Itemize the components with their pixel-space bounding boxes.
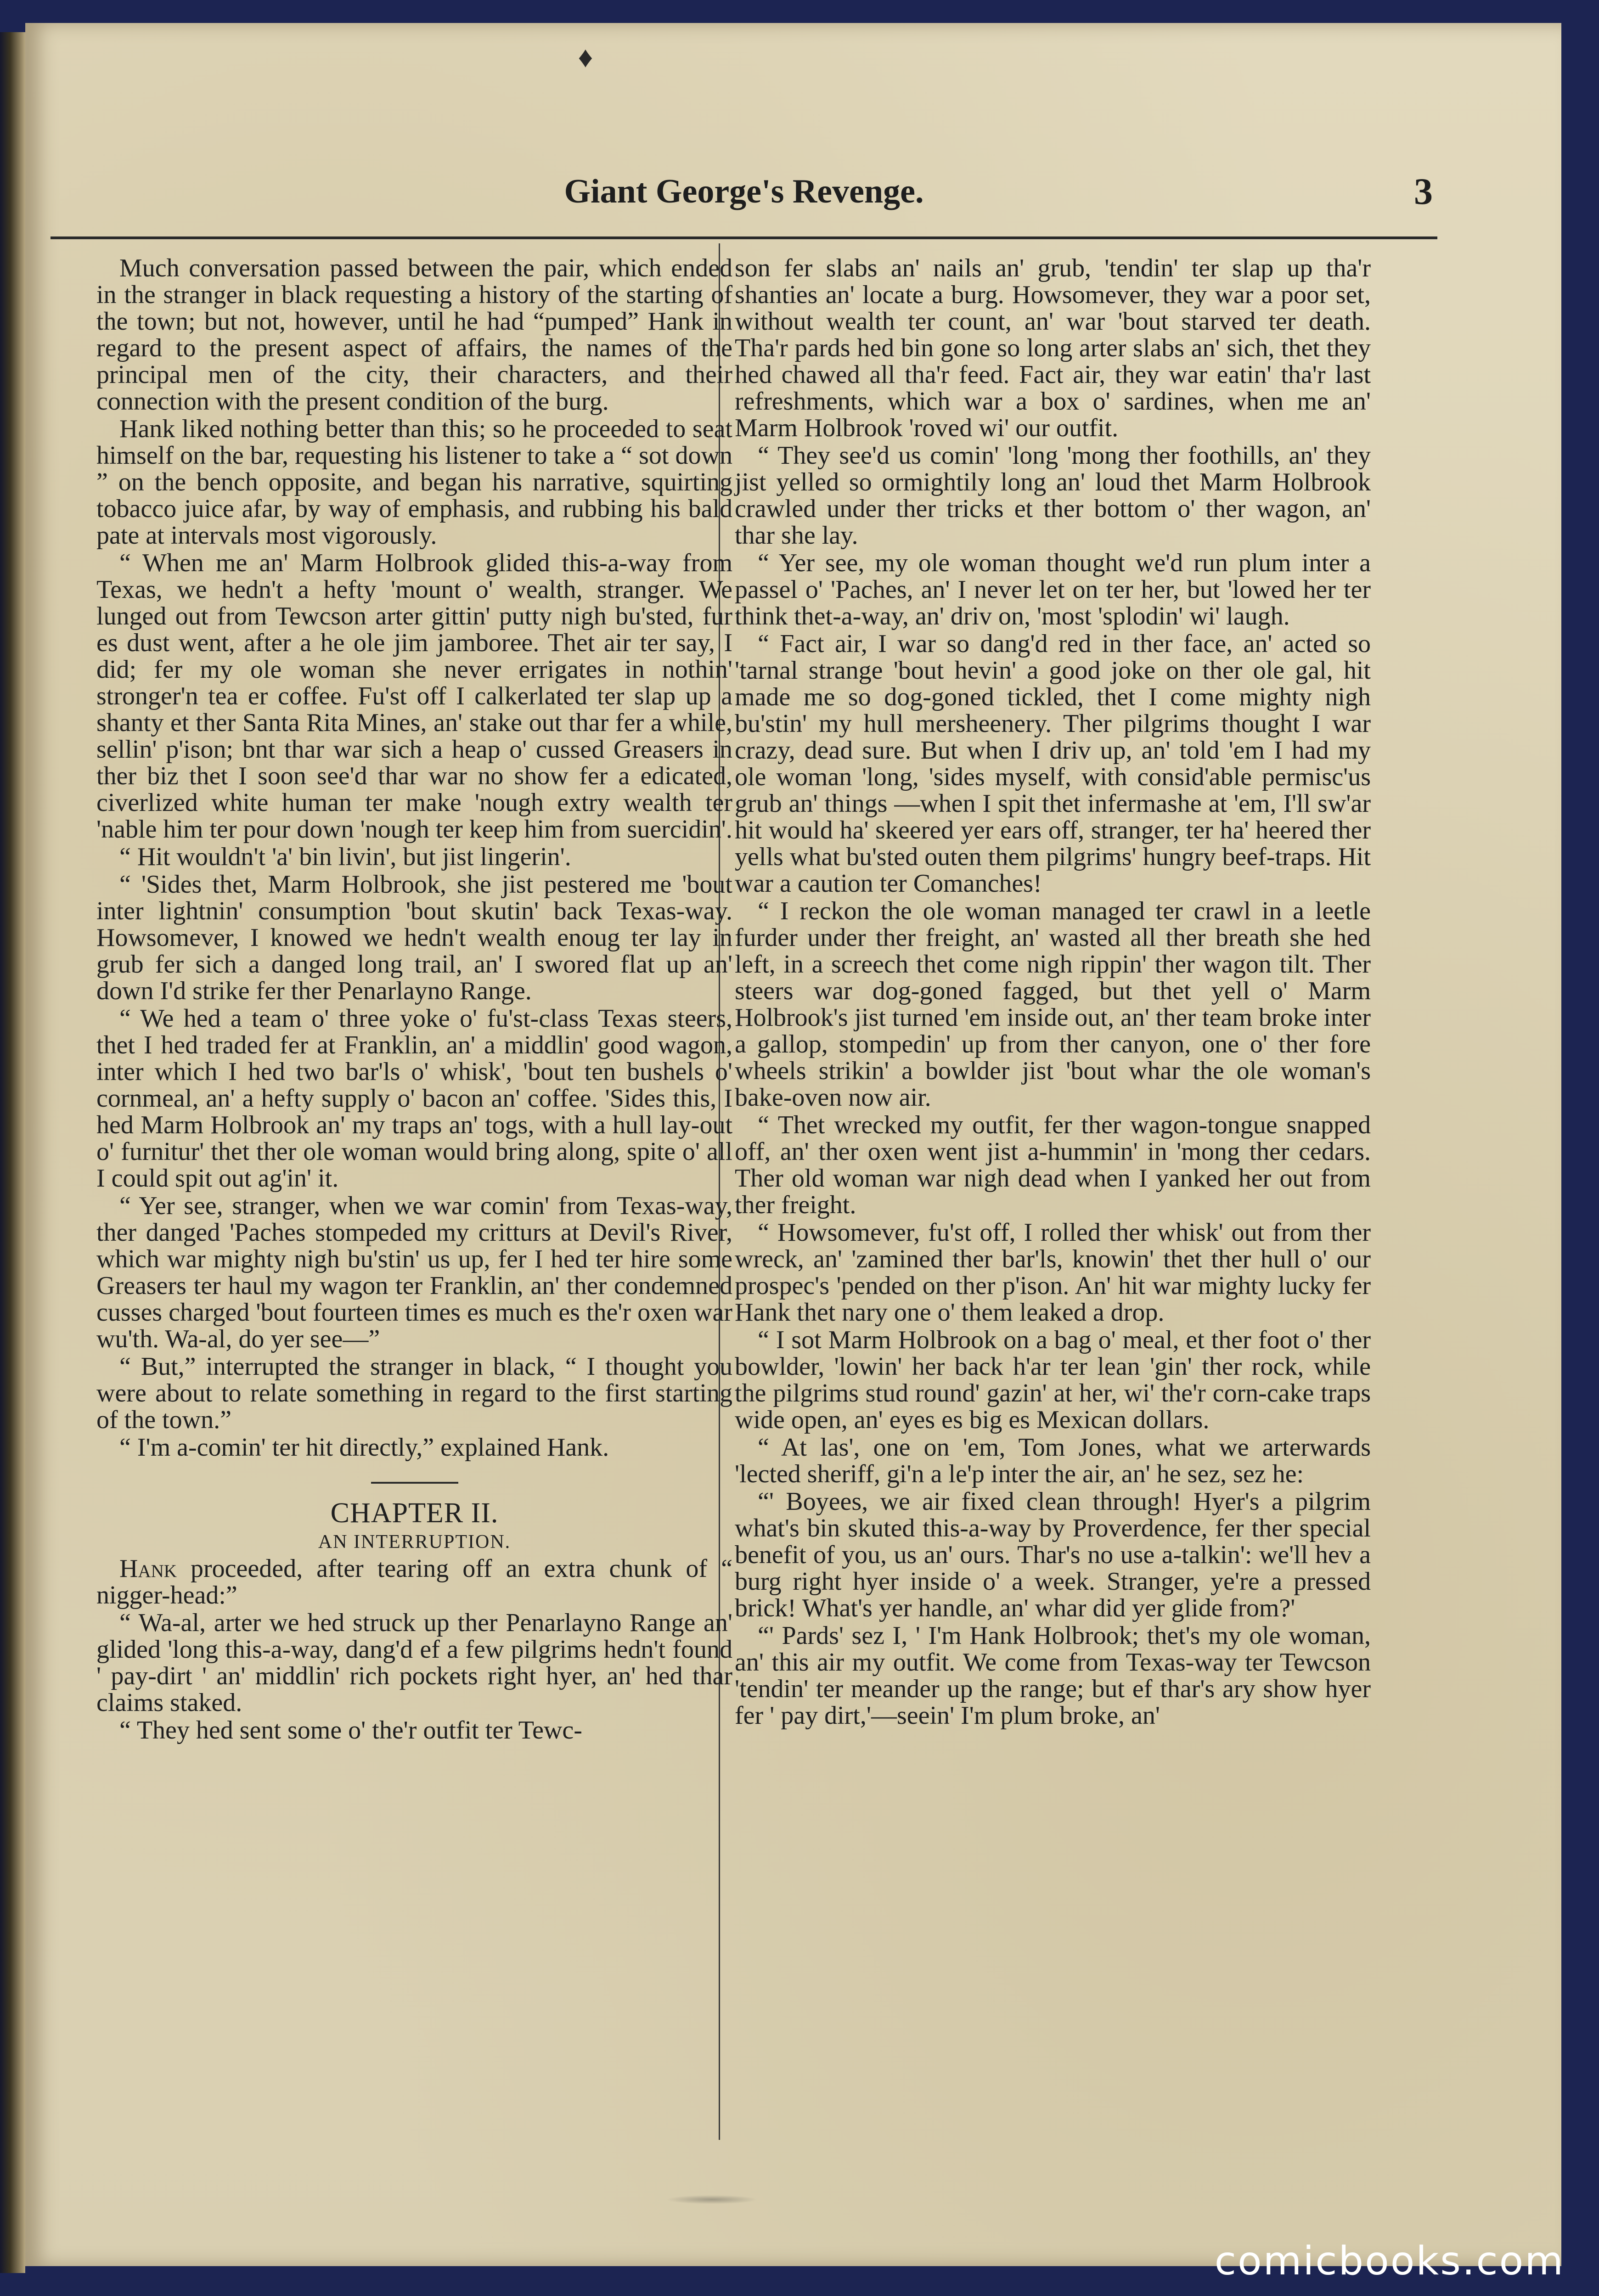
paragraph: Hank liked nothing better than this; so he proceeded to seat himself on the bar, requesting his listener to take a “ sot down ” on the bench opposite, and began his narrative, squirting tobacco juice afar, by way of emphasis, and rubbing his bald pate at intervals most vigorously. — [96, 415, 732, 550]
chapter-opening-paragraph — [96, 1555, 732, 1609]
printer-ornament-icon: ♦ — [578, 41, 593, 73]
chapter-title: CHAPTER II. — [330, 1497, 499, 1529]
paragraph: “ I reckon the ole woman managed ter crawl in a leetle furder under ther freight, an' wasted all ther breath she hed left, in a screech thet come nigh rippin' ther wagon tilt. Ther steers war dog-goned fagged, but thet yell o' Marm Holbrook's jist turned 'em inside out, an' ther team broke inter a gallop, stompedin' up from ther canyon, one o' ther fore wheels strikin' a bowlder jist 'bout whar the ole woman's bake-oven now air. — [735, 897, 1371, 1112]
paragraph: son fer slabs an' nails an' grub, 'tendin' ter slap up tha'r shanties an' locate a burg. Howsomever, they war a poor set, without wealth ter count, an' war 'bout starved ter death. Tha'r pards hed bin gone so long arter slabs an' sich, thet they hed chawed all tha'r feed. Fact air, they war eatin' tha'r last refreshments, which war a box o' sardines, when me an' Marm Holbrook 'roved wi' our outfit. — [735, 254, 1371, 442]
paragraph: Much conversation passed between the pair, which ended in the stranger in black requesting a history of the starting of the town; but not, however, until he had “pumped” Hank in regard to the present aspect of affairs, the names of the principal men of the city, their characters, and their connection with the present condition of the burg. — [96, 254, 732, 416]
paragraph: “ Yer see, my ole woman thought we'd run plum inter a passel o' 'Paches, an' I never let on ter her, but 'lowed her ter think thet-a-way, an' driv on, 'most 'splodin' wi' laugh. — [735, 549, 1371, 630]
paragraph: “ I'm a-comin' ter hit directly,” explained Hank. — [119, 1433, 609, 1462]
paragraph: “ Yer see, stranger, when we war comin' from Texas-way, ther danged 'Paches stompeded my critturs at Devil's River, which war mighty nigh bu'stin' us up, fer I hed ter hire some Greasers ter haul my wagon ter Franklin, an' ther condemned cusses charged 'bout fourteen times es much es the'r oxen war wu'th. Wa-al, do yer see—” — [96, 1192, 732, 1353]
running-header — [51, 156, 1437, 225]
paragraph: “ I sot Marm Holbrook on a bag o' meal, et ther foot o' ther bowlder, 'lowin' her back h'ar ter lean 'gin' ther rock, while the pilgrims stud round' gazin' at her, wi' the'r corn-cake traps wide open, an' eyes es big es Mexican dollars. — [735, 1326, 1371, 1434]
paragraph: “ They hed sent some o' the'r outfit ter Tewc- — [119, 1716, 582, 1745]
left-column — [96, 255, 732, 1745]
header-rule — [51, 236, 1437, 239]
ink-smudge — [666, 2195, 758, 2204]
chapter-rule — [371, 1482, 458, 1484]
paragraph: “ They see'd us comin' 'long 'mong ther foothills, an' they jist yelled so ormightily long an' loud thet Marm Holbrook crawled under ther tricks et ther bottom o' ther wagon, an' thar she lay. — [735, 441, 1371, 550]
site-watermark: comicbooks.com — [1214, 2238, 1565, 2284]
page-binding-edge — [0, 32, 25, 2273]
paragraph: “ 'Sides thet, Marm Holbrook, she jist pestered me 'bout inter lightnin' consumption 'bout skutin' back Texas-way. Howsomever, I knowed we hedn't wealth enoug ter lay in grub fer sich a danged long trail, an' I swored flat up an' down I'd strike fer ther Penarlayno Range. — [96, 870, 732, 1005]
right-column — [735, 255, 1371, 1730]
paragraph: “ Howsomever, fu'st off, I rolled ther whisk' out from ther wreck, an' 'zamined ther bar'ls, knowin' thet ther hull o' our prospec's 'pended on ther p'ison. An' hit war mighty lucky fer Hank thet nary one o' them leaked a drop. — [735, 1218, 1371, 1327]
paragraph: “ At las', one on 'em, Tom Jones, what we arterwards 'lected sheriff, gi'n a le'p inter the air, an' he sez, sez he: — [735, 1433, 1371, 1488]
chapter-subtitle: AN INTERRUPTION. — [318, 1531, 511, 1553]
chapter-opening-text: proceeded, after tearing off an extra chunk of “ nigger-head:” — [96, 1554, 732, 1609]
paragraph: “' Pards' sez I, ' I'm Hank Holbrook; thet's my ole woman, an' this air my outfit. We come from Texas-way ter Tewcson 'tendin' ter meander up the range; but ef thar's ary show hyer fer ' pay dirt,'—seein' I'm plum broke, an' — [735, 1621, 1371, 1730]
paragraph: “ Hit wouldn't 'a' bin livin', but jist lingerin'. — [119, 843, 571, 871]
paragraph: “ We hed a team o' three yoke o' fu'st-class Texas steers, thet I hed traded fer at Franklin, an' a middlin' good wagon, inter which I hed two bar'ls o' whisk', 'bout ten bushels o' cornmeal, an' a hefty supply o' bacon an' coffee. 'Sides this, I hed Marm Holbrook an' my traps an' togs, with a hull lay-out o' furnitur' thet ther ole woman would bring along, spite o' all I could spit out ag'in' it. — [96, 1004, 732, 1193]
paragraph: “ Thet wrecked my outfit, fer ther wagon-tongue snapped off, an' ther oxen went jist a-hummin' in 'mong ther cedars. Ther old woman war nigh dead when I yanked her out from ther freight. — [735, 1111, 1371, 1219]
paragraph: “ But,” interrupted the stranger in black, “ I thought you were about to relate something in regard to the first starting of the town.” — [96, 1352, 732, 1434]
paragraph: “ Wa-al, arter we hed struck up ther Penarlayno Range an' glided 'long this-a-way, dang'd ef a few pilgrims hedn't found ' pay-dirt ' an' middlin' rich pockets right hyer, an' hed thar claims staked. — [96, 1609, 732, 1717]
paragraph: “ When me an' Marm Holbrook glided this-a-way from Texas, we hedn't a hefty 'mount o' wealth, stranger. We lunged out from Tewcson arter gittin' putty nigh bu'sted, fur es dust went, after a he ole jim jamboree. Thet air ter say, I did; fer my ole woman she never errigates in nothin' stronger'n tea er coffee. Fu'st off I calkerlated ter slap up a shanty et ther Santa Rita Mines, an' stake out thar fer a while, sellin' p'ison; bnt thar war sich a heap o' cussed Greasers in ther biz thet I soon see'd thar war no show fer a edicated, civerlized white human ter make 'nough extry wealth ter 'nable him ter pour down 'nough ter keep him from suercidin'. — [96, 549, 732, 844]
chapter-lead-word: Hank — [119, 1554, 177, 1583]
page-number: 3 — [1414, 170, 1433, 212]
paragraph: “ Fact air, I war so dang'd red in ther face, an' acted so 'tarnal strange 'bout hevin' a good joke on ther ole gal, hit made me so dog-goned tickled, thet I come mighty nigh bu'stin' my hull mersheenery. Ther pilgrims thought I war crazy, dead sure. But when I driv up, an' told 'em I had my ole woman 'long, 'sides myself, with consid'able permisc'us grub an' things —when I spit thet infermashe at 'em, I'll sw'ar hit would ha' skeered yer ears off, stranger, ter ha' heered ther yells what bu'sted outen them pilgrims' hungry beef-traps. Hit war a caution ter Comanches! — [735, 630, 1371, 898]
running-title: Giant George's Revenge. — [564, 173, 924, 210]
paragraph: “' Boyees, we air fixed clean through! Hyer's a pilgrim what's bin skuted this-a-way by Proverdence, fer ther special benefit of you, us an' ours. Thar's no use a-talkin': we'll hev a burg right hyer inside o' a week. Stranger, ye're a pressed brick! What's yer handle, an' whar did yer glide from?' — [735, 1487, 1371, 1622]
